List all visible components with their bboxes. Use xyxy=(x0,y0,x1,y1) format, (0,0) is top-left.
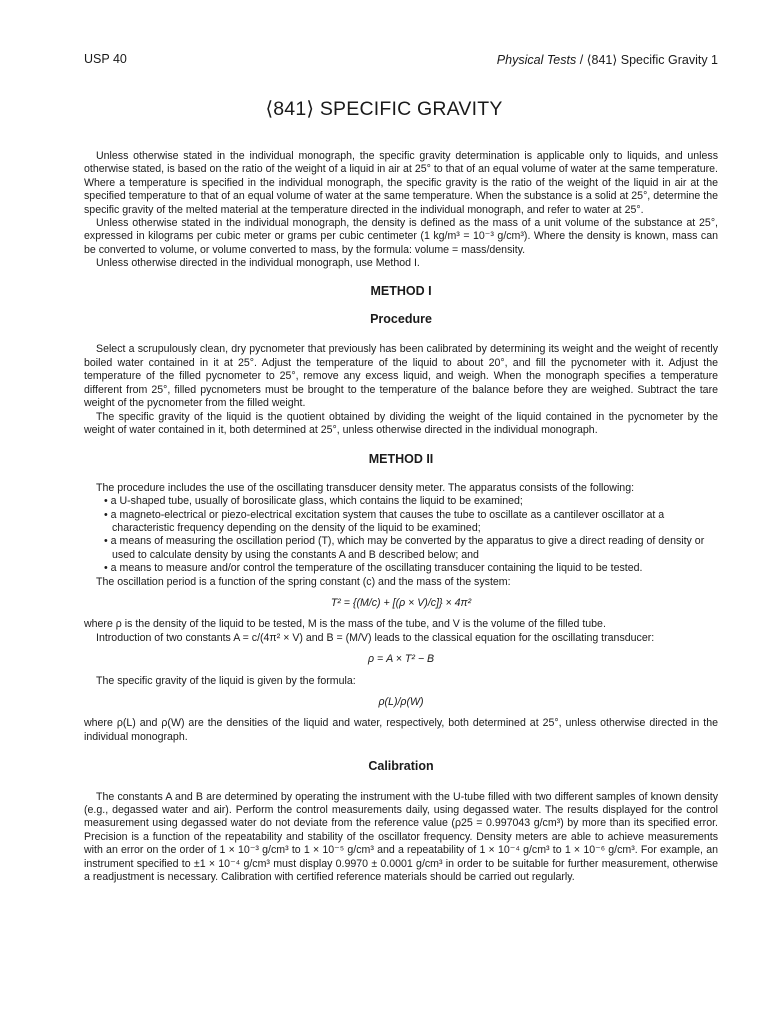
header-right xyxy=(497,52,718,67)
header-left: USP 40 xyxy=(84,52,127,66)
procedure-heading: Procedure xyxy=(370,312,432,327)
method-1-heading: METHOD I xyxy=(370,283,432,298)
formula-period: T² = {(M/c) + [(ρ × V)/c]} × 4π² xyxy=(330,596,472,609)
document-body xyxy=(84,150,718,884)
oscillation-period-text: The oscillation period is a function of the spring constant (c) and the mass of the system: xyxy=(96,575,511,588)
formula-specific-gravity: ρ(L)/ρ(W) xyxy=(378,696,424,708)
page-title: ⟨841⟩ SPECIFIC GRAVITY xyxy=(265,98,503,120)
calibration-heading: Calibration xyxy=(368,759,434,774)
constants-intro: Introduction of two constants A = c/(4π² × V) and B = (M/V) leads to the classical equation for the oscillating transducer: xyxy=(96,631,655,644)
running-header xyxy=(84,52,718,67)
method-2-heading: METHOD II xyxy=(368,452,434,467)
calibration-paragraph: The constants A and B are determined by operating the instrument with the U-tube filled with two different samples of known density (e.g., degassed water and air). Perform the control measurements daily, using degassed water. The results displayed for the control measurement using degassed water do not deviate from the reference value (ρ25 = 0.997043 g/cm³) by more than its specified error. Precision is a function of the repeatability and stability of the oscillator frequency. Density meters are able to achieve measurements with an error on the order of 1 × 10⁻³ g/cm³ to 1 × 10⁻⁵ g/cm³ and a repeatability of 1 × 10⁻⁴ g/cm³ to 1 × 10⁻⁶ g/cm³. For example, an instrument specified to ±1 × 10⁻⁴ g/cm³ must display 0.9970 ± 0.0001 g/cm³ in order to be suitable for further measurement, otherwise a readjustment is necessary. Calibration with certified reference materials should be carried out regularly. xyxy=(84,790,718,884)
apparatus-list xyxy=(84,495,718,575)
where-text-1: where ρ is the density of the liquid to be tested, M is the mass of the tube, and V is the volume of the filled tube. xyxy=(84,618,606,631)
specific-gravity-text: The specific gravity of the liquid is given by the formula: xyxy=(96,674,356,687)
list-item: • a magneto-electrical or piezo-electrical excitation system that causes the tube to oscillate as a cantilever oscillator at a characteristic frequency depending on the density of the liquid to be examined; xyxy=(96,509,718,536)
intro-paragraph-3: Unless otherwise directed in the individual monograph, use Method I. xyxy=(96,257,420,270)
method-1-paragraph-1: Select a scrupulously clean, dry pycnometer that previously has been calibrated by determining its weight and the weight of recently boiled water contained in it at 25°. Adjust the temperature of the liquid to about 20°, and fill the pycnometer with it. Adjust the temperature of the filled pycnometer to 25°, remove any excess liquid, and weigh. When the monograph specifies a temperature different from 25°, filled pycnometers must be brought to the temperature of the balance before they are weighed. Subtract the tare weight of the pycnometer from the filled weight. xyxy=(84,343,718,410)
method-1-paragraph-2: The specific gravity of the liquid is the quotient obtained by dividing the weight of the liquid contained in the pycnometer by the weight of water contained in it, both determined at 25°, unless otherwise directed in the individual monograph. xyxy=(84,410,718,436)
header-right-rest: / ⟨841⟩ Specific Gravity 1 xyxy=(576,53,718,67)
intro-paragraph-1: Unless otherwise stated in the individual monograph, the specific gravity determination is applicable only to liquids, and unless otherwise stated, is based on the ratio of the weight of a liquid in air at 25° to that of an equal volume of water at the same temperature. Where a temperature is specified in the individual monograph, the specific gravity is the ratio of the weight of the liquid in air at the specified temperature to that of an equal volume of water at the same temperature. When the substance is a solid at 25°, determine the specific gravity of the melted material at the temperature directed in the individual monograph, and refer to water at 25°. xyxy=(84,150,718,216)
list-item: • a U-shaped tube, usually of borosilicate glass, which contains the liquid to be examined; xyxy=(96,495,718,508)
list-item: • a means to measure and/or control the temperature of the oscillating transducer containing the liquid to be tested. xyxy=(96,562,718,575)
header-right-italic: Physical Tests xyxy=(496,53,577,67)
intro-paragraph-2: Unless otherwise stated in the individual monograph, the density is defined as the mass of a unit volume of the substance at 25°, expressed in kilograms per cubic meter or grams per cubic centimeter (1 kg/m³ = 10⁻³ g/cm³). Where the density is known, mass can be converted to volume, or volume converted to mass, by the formula: volume = mass/density. xyxy=(84,217,718,256)
list-item: • a means of measuring the oscillation period (T), which may be converted by the apparatus to give a direct reading of density or used to calculate density by using the constants A and B described below; and xyxy=(96,535,718,562)
formula-density: ρ = A × T² − B xyxy=(367,653,435,666)
where-text-2: where ρ(L) and ρ(W) are the densities of the liquid and water, respectively, both determined at 25°, unless otherwise directed in the individual monograph. xyxy=(84,717,718,743)
method-2-lead: The procedure includes the use of the oscillating transducer density meter. The apparatus consists of the following: xyxy=(96,481,635,494)
